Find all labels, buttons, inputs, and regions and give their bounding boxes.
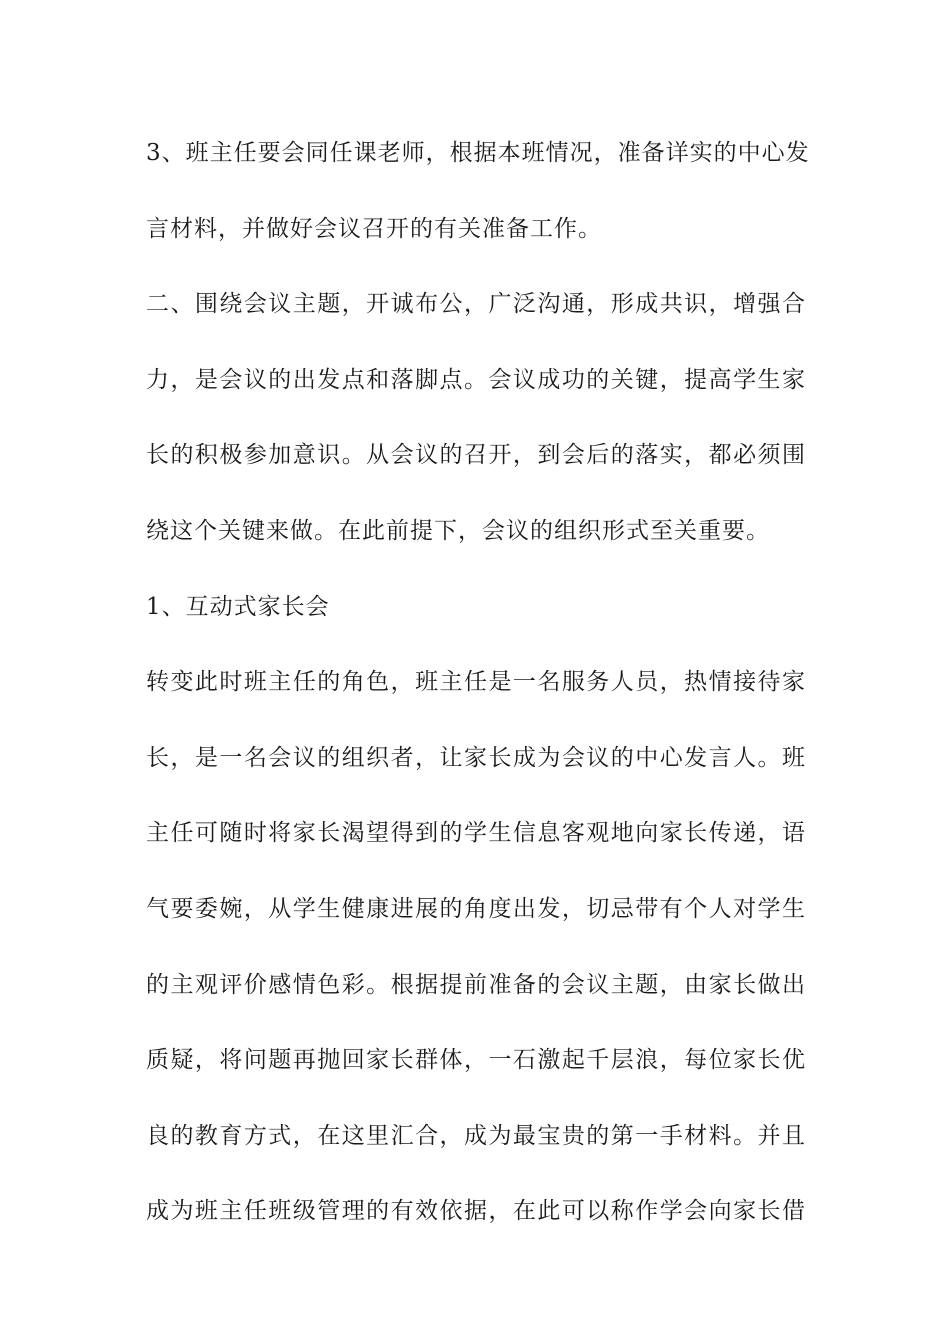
text-line: 成为班主任班级管理的有效依据，在此可以称作学会向家长借: [146, 1198, 806, 1225]
text-line: 转变此时班主任的角色，班主任是一名服务人员，热情接待家: [146, 669, 806, 696]
text-line: 绕这个关键来做。在此前提下，会议的组织形式至关重要。: [146, 517, 770, 544]
text-line: 气要委婉，从学生健康进展的角度出发，切忌带有个人对学生: [146, 895, 806, 922]
text-line: 的主观评价感情色彩。根据提前准备的会议主题，由家长做出: [146, 971, 806, 998]
text-line: 力，是会议的出发点和落脚点。会议成功的关键，提高学生家: [146, 366, 806, 393]
text-line: 良的教育方式，在这里汇合，成为最宝贵的第一手材料。并且: [146, 1122, 806, 1149]
text-line: 长，是一名会议的组织者，让家长成为会议的中心发言人。班: [146, 744, 806, 771]
section-heading: 1、互动式家长会: [146, 593, 330, 620]
text-line: 主任可随时将家长渴望得到的学生信息客观地向家长传递，语: [146, 820, 806, 847]
text-line: 言材料，并做好会议召开的有关准备工作。: [146, 215, 602, 242]
text-line: 长的积极参加意识。从会议的召开，到会后的落实，都必须围: [146, 442, 806, 469]
text-line: 二、围绕会议主题，开诚布公，广泛沟通，形成共识，增强合: [146, 291, 806, 318]
document-body: [146, 131, 810, 1265]
text-line: 3、班主任要会同任课老师，根据本班情况，准备详实的中心发: [146, 140, 810, 166]
text-line: 质疑，将问题再抛回家长群体，一石激起千层浪，每位家长优: [146, 1047, 806, 1074]
